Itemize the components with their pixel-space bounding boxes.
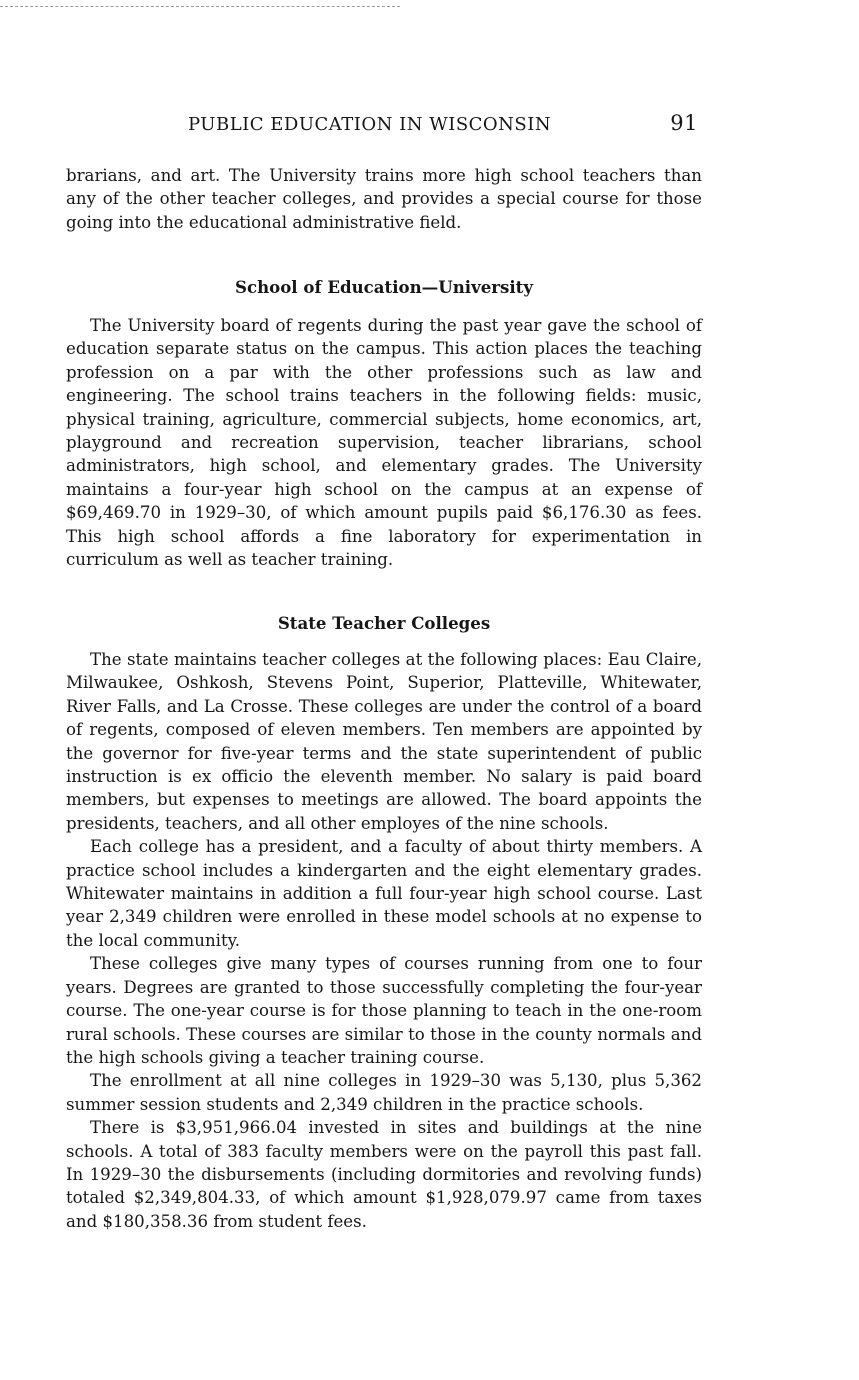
intro-paragraph: brarians, and art. The University trains more high school teachers than any of the other teacher colleges, and provides a special course for those going into the educational administrative field. (66, 166, 702, 232)
colleges-section-body (66, 648, 702, 1233)
heading-school-of-education: School of Education—University (235, 277, 533, 297)
university-section-body (66, 314, 702, 571)
page-header (188, 111, 698, 142)
colleges-paragraph-finances: There is $3,951,966.04 invested in sites and buildings at the nine schools. A total of 383 faculty members were on the payroll this past fall. In 1929–30 the disbursements (including dormitories and revolving funds) totaled $2,349,804.33, of which amount $1,928,079.97 came from taxes and $180,358.36 from student fees. (66, 1118, 702, 1231)
intro-block (66, 164, 702, 234)
running-head: PUBLIC EDUCATION IN WISCONSIN (188, 114, 552, 135)
page-number: 91 (670, 111, 698, 135)
colleges-paragraph-locations: The state maintains teacher colleges at the following places: Eau Claire, Milwaukee, Oshkosh, Stevens Point, Superior, Platteville, Whitewater, River Falls, and La Crosse. These colleges are under the control of a board of regents, composed of eleven members. Ten members are appointed by the governor for five-year terms and the state superintendent of public instruction is ex officio the eleventh member. No salary is paid board members, but expenses to meetings are allowed. The board appoints the presidents, teachers, and all other employes of the nine schools. (66, 650, 702, 833)
heading-state-teacher-colleges: State Teacher Colleges (277, 613, 491, 633)
colleges-paragraph-courses: These colleges give many types of courses running from one to four years. Degrees are granted to those successfully completing the four-year course. The one-year course is for those planning to teach in the one-room rural schools. These courses are similar to those in the county normals and the high schools giving a teacher training course. (66, 954, 702, 1067)
colleges-paragraph-enrollment: The enrollment at all nine colleges in 1929–30 was 5,130, plus 5,362 summer session students and 2,349 children in the practice schools. (66, 1071, 702, 1114)
scan-artifact-line (0, 6, 400, 7)
colleges-paragraph-faculty: Each college has a president, and a faculty of about thirty members. A practice school includes a kindergarten and the eight elementary grades. Whitewater maintains in addition a full four-year high school course. Last year 2,349 children were enrolled in these model schools at no expense to the local community. (66, 837, 702, 950)
university-paragraph: The University board of regents during the past year gave the school of education separate status on the campus. This action places the teaching profession on a par with the other professions such as law and engineering. The school trains teachers in the following fields: music, physical training, agriculture, commercial subjects, home economics, art, playground and recreation supervision, teacher librarians, school administrators, high school, and elementary grades. The University maintains a four-year high school on the campus at an expense of $69,469.70 in 1929–30, of which amount pupils paid $6,176.30 as fees. This high school affords a fine laboratory for experimentation in curriculum as well as teacher training. (66, 316, 702, 570)
